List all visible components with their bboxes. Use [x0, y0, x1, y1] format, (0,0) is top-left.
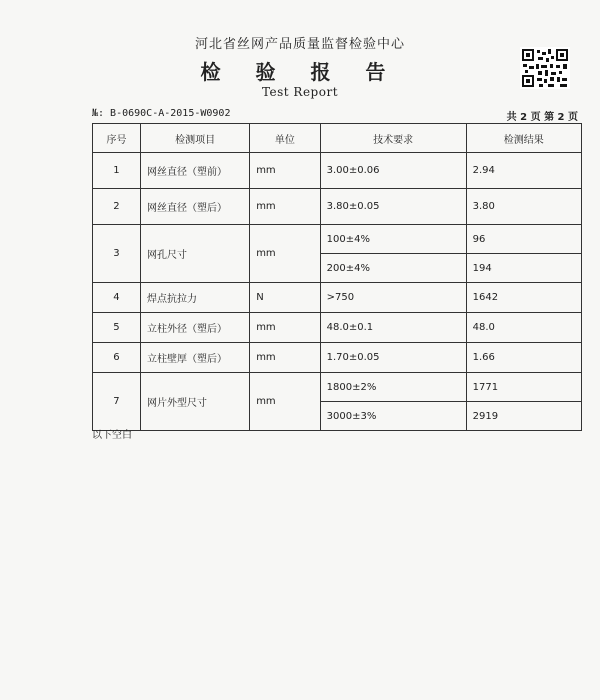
row-number: 6	[93, 343, 141, 373]
test-item: 网丝直径（塑后）	[140, 189, 249, 225]
table-row	[93, 283, 582, 313]
table-header-row	[93, 124, 582, 153]
result: 1771	[466, 373, 581, 402]
test-item: 网片外型尺寸	[140, 373, 249, 431]
test-item: 网丝直径（塑前）	[140, 153, 249, 189]
table-row	[93, 189, 582, 225]
unit: N	[250, 283, 320, 313]
organization-name: 河北省丝网产品质量监督检验中心	[194, 37, 405, 52]
table-row	[93, 225, 582, 254]
row-number: 2	[93, 189, 141, 225]
page-indicator: 共 2 页 第 2 页	[506, 112, 578, 123]
requirement: >750	[320, 283, 466, 313]
requirement: 1.70±0.05	[320, 343, 466, 373]
requirement: 200±4%	[320, 254, 466, 283]
result: 2.94	[466, 153, 581, 189]
requirement: 100±4%	[320, 225, 466, 254]
test-item: 立柱壁厚（塑后）	[140, 343, 249, 373]
requirement: 3.00±0.06	[320, 153, 466, 189]
column-header: 技术要求	[320, 124, 466, 153]
test-results-table	[92, 123, 582, 431]
table-row	[93, 343, 582, 373]
column-header: 检测结果	[466, 124, 581, 153]
test-item: 立柱外径（塑后）	[140, 313, 249, 343]
result: 96	[466, 225, 581, 254]
requirement: 48.0±0.1	[320, 313, 466, 343]
unit: mm	[250, 225, 320, 283]
report-title-en: Test Report	[261, 85, 339, 99]
result: 194	[466, 254, 581, 283]
unit: mm	[250, 343, 320, 373]
result: 1.66	[466, 343, 581, 373]
requirement: 3000±3%	[320, 402, 466, 431]
result: 48.0	[466, 313, 581, 343]
result: 3.80	[466, 189, 581, 225]
table-row	[93, 373, 582, 402]
table-row	[93, 313, 582, 343]
requirement: 3.80±0.05	[320, 189, 466, 225]
report-title-cn: 检 验 报 告	[200, 60, 400, 84]
test-item: 焊点抗拉力	[140, 283, 249, 313]
end-note: 以下空白	[92, 430, 132, 441]
row-number: 3	[93, 225, 141, 283]
row-number: 5	[93, 313, 141, 343]
column-header: 检测项目	[140, 124, 249, 153]
unit: mm	[250, 189, 320, 225]
unit: mm	[250, 373, 320, 431]
table-row	[93, 153, 582, 189]
column-header: 单位	[250, 124, 320, 153]
column-header: 序号	[93, 124, 141, 153]
row-number: 1	[93, 153, 141, 189]
row-number: 7	[93, 373, 141, 431]
report-number: №: B-0690C-A-2015-W0902	[92, 108, 231, 119]
test-item: 网孔尺寸	[140, 225, 249, 283]
qr-code-icon	[520, 47, 570, 89]
unit: mm	[250, 153, 320, 189]
result: 2919	[466, 402, 581, 431]
unit: mm	[250, 313, 320, 343]
row-number: 4	[93, 283, 141, 313]
requirement: 1800±2%	[320, 373, 466, 402]
result: 1642	[466, 283, 581, 313]
